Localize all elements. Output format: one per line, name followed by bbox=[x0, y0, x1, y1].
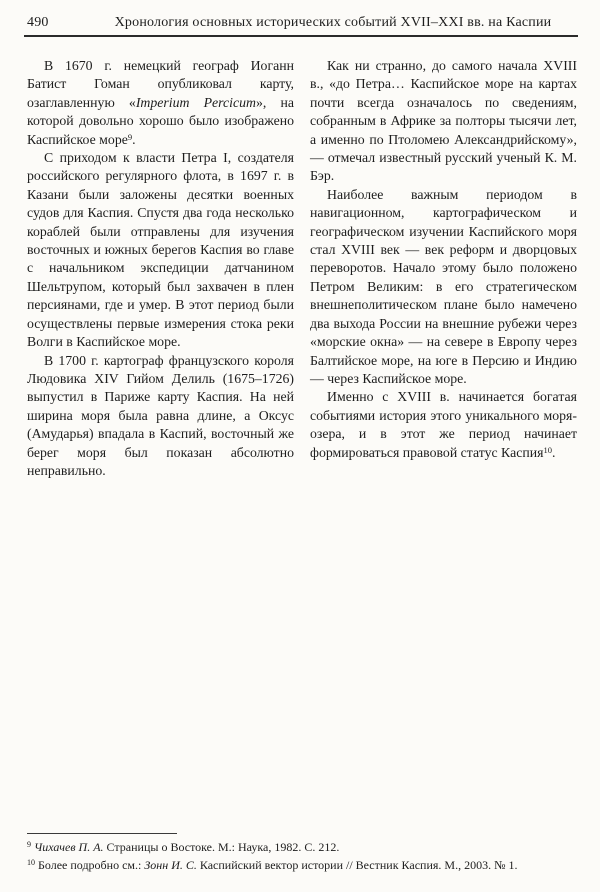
paragraph bbox=[27, 149, 294, 351]
footnote bbox=[27, 856, 577, 874]
footnote-text: Каспийский вектор истории // Вестник Каспия. М., 2003. № 1. bbox=[196, 858, 518, 872]
footnote-text: Страницы о Востоке. М.: Наука, 1982. С. 212. bbox=[103, 840, 340, 854]
paragraph-text: С приходом к власти Петра I, создателя российского регулярного флота, в 1697 г. в Казани были заложены десятки военных судов для Каспия. Спустя два года несколько кораблей были отправлены для изучения восточных и южных берегов Каспия во главе с начальником экспедиции датчанином Шельтрупом, который был захвачен в плен персиянами, где и умер. В этот период были осуществлены первые измерения стока реки Волги в Каспийское море. bbox=[27, 150, 294, 350]
paragraph-text: В 1700 г. картограф французского короля Людовика XIV Гийом Делиль (1675–1726) выпустил в Париже карту Каспия. На ней ширина моря была равна длине, а Оксус (Амударья) впадала в Каспий, восточный же берег моря был показан абсолютно неправильно. bbox=[27, 352, 294, 478]
footnote-separator bbox=[27, 833, 177, 834]
paragraph-italic-text: Imperium Percicum bbox=[135, 94, 256, 110]
paragraph-text: Как ни странно, до самого начала XVIII в., «до Петра… Каспийское море на картах почти всегда означалось по сведениям, собранным в Африке за полторы тысячи лет, а именно по Птоломею Александрийскому», — отмечал известный русский ученый К. М. Бэр. bbox=[310, 58, 577, 184]
paragraph-text: . bbox=[551, 444, 556, 460]
footnote-marker: 9 bbox=[27, 840, 31, 850]
paragraph-text: Наиболее важным периодом в навигационном, картографическом и географическом изучении Каспийского моря стал XVIII век — век реформ и дворцовых переворотов. Начало этому было положено Петром Великим: в его стратегическом внешнеполитическом плане было намечено два выхода России на внешние рубежи через «морские окна» — на севере в Европу через Балтийское море, на юге в Персию и Индию — через Каспийское море. bbox=[310, 186, 577, 386]
footnote bbox=[27, 838, 577, 856]
footnote-prefix: Более подробно см.: bbox=[38, 858, 145, 872]
paragraph-text: », на которой довольно хорошо было изображено Каспийское море bbox=[27, 94, 294, 147]
page-header bbox=[27, 15, 577, 31]
paragraph bbox=[310, 186, 577, 388]
running-title: Хронология основных исторических событий XVII–XXI вв. на Каспии bbox=[114, 15, 552, 30]
footnote-author: Зонн И. С. bbox=[144, 858, 197, 872]
footnotes-block bbox=[27, 833, 577, 874]
paragraph bbox=[310, 388, 577, 462]
text-columns bbox=[27, 57, 577, 480]
page-number: 490 bbox=[27, 15, 49, 30]
footnote-reference: 10 bbox=[543, 444, 552, 455]
paragraph-text: . bbox=[132, 131, 136, 147]
paragraph bbox=[27, 352, 294, 481]
header-rule bbox=[24, 35, 578, 37]
paragraph-text: Именно с XVIII в. начинается богатая событиями история этого уникального моря-озера, и в этот же период начинает формироваться правовой статус Каспия bbox=[310, 389, 577, 460]
left-column bbox=[27, 57, 294, 480]
paragraph-text: В 1670 г. немецкий географ Иоганн Батист Гоман опубликовал карту, озаглавленную « bbox=[27, 58, 294, 110]
footnote-reference: 9 bbox=[127, 131, 133, 142]
footnote-author: Чихачев П. А. bbox=[34, 840, 104, 854]
paragraph bbox=[310, 57, 577, 186]
paragraph bbox=[27, 57, 294, 149]
footnote-marker: 10 bbox=[27, 858, 35, 868]
right-column bbox=[310, 57, 577, 480]
